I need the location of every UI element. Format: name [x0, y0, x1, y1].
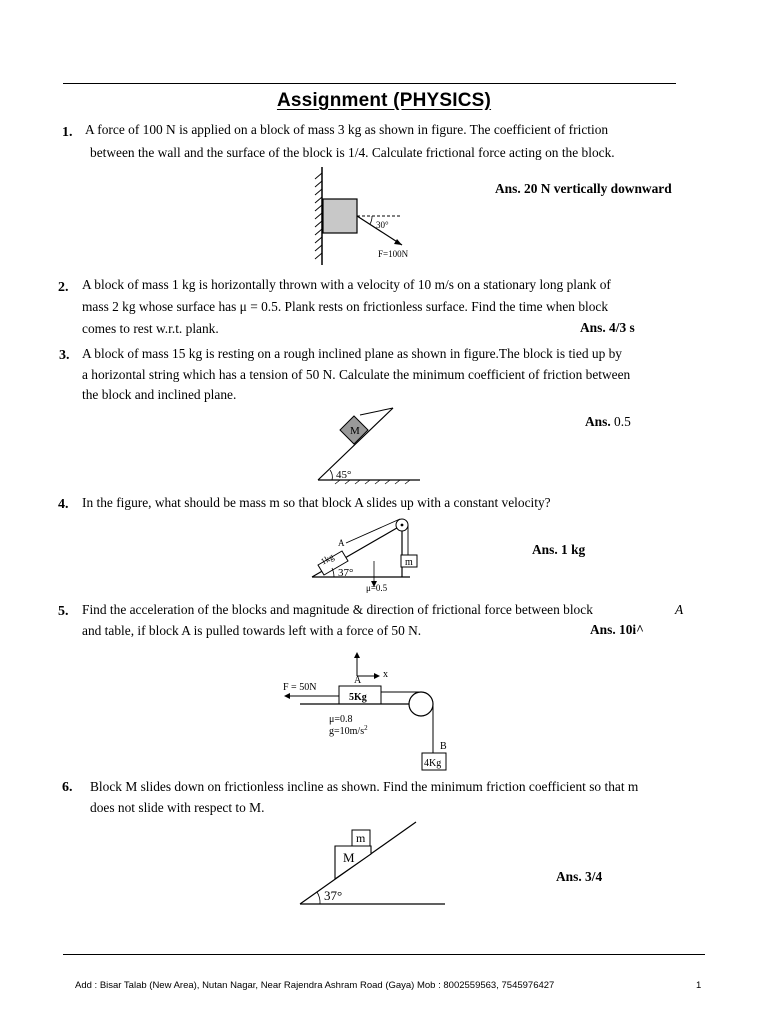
question-3-number: 3. — [59, 348, 70, 363]
q5-block-b-mass: 4Kg — [424, 758, 442, 769]
question-3-figure — [310, 400, 430, 485]
q5-force-label: F = 50N — [283, 682, 317, 693]
q5-mu-label: μ=0.8 — [329, 714, 353, 725]
answer-value: 0.5 — [614, 414, 631, 429]
q1-force-label: F=100N — [378, 249, 409, 259]
q5-g-label: $g=10m/s^2$ — [329, 724, 368, 737]
question-3-line-3: the block and inclined plane. — [82, 387, 237, 402]
question-1-answer: Ans. 20 N vertically downward — [495, 181, 672, 196]
q3-block-label: M — [350, 425, 360, 437]
question-3-line-1: A block of mass 15 kg is resting on a rough inclined plane as shown in figure.The block is tied up by — [82, 346, 622, 361]
question-6-number: 6. — [62, 780, 73, 795]
question-3-answer — [585, 414, 631, 430]
question-5-line-1-tail: A — [675, 602, 684, 617]
q5-block-a-label: A — [354, 675, 362, 686]
footer-address: Add : Bisar Talab (New Area), Nutan Nagar, Near Rajendra Ashram Road (Gaya) Mob : 8002559563, 7545976427 — [75, 980, 555, 991]
question-6-figure — [298, 820, 448, 910]
q1-angle-label: 30° — [376, 220, 389, 230]
question-6-line-2: does not slide with respect to M. — [90, 800, 265, 815]
question-2-number: 2. — [58, 280, 69, 295]
question-5-answer: Ans. 10i^ — [590, 622, 644, 637]
q4-angle-label: 37° — [338, 567, 354, 579]
bottom-rule — [63, 954, 705, 955]
question-1-number: 1. — [62, 125, 73, 140]
q5-axis-x: x — [383, 669, 388, 680]
q5-block-b-label: B — [440, 741, 447, 752]
question-5-line-2: and table, if block A is pulled towards left with a force of 50 N. — [82, 623, 422, 638]
question-1-line-2: between the wall and the surface of the block is 1/4. Calculate frictional force acting on the block. — [90, 145, 615, 160]
question-1-line-1: A force of 100 N is applied on a block of mass 3 kg as shown in figure. The coefficient of friction — [85, 122, 609, 137]
top-rule — [63, 83, 676, 84]
q3-angle-label: 45° — [336, 469, 352, 481]
question-4-number: 4. — [58, 497, 69, 512]
q4-block-label: A — [338, 538, 345, 548]
q6-small-label: m — [356, 831, 366, 845]
page-title: Assignment (PHYSICS) — [276, 90, 492, 111]
question-6-answer: Ans. 3/4 — [556, 869, 603, 884]
q6-angle-label: 37° — [324, 888, 343, 903]
q5-block-a-mass: 5Kg — [349, 692, 367, 703]
question-2-line-1: A block of mass 1 kg is horizontally thrown with a velocity of 10 m/s on a stationary long plank of — [82, 277, 611, 292]
q4-block-mass: 1kg — [318, 551, 336, 567]
page-number: 1 — [696, 980, 702, 991]
question-5-figure — [280, 650, 460, 775]
question-6-line-1: Block M slides down on frictionless incline as shown. Find the minimum friction coefficient so that m — [90, 779, 639, 794]
q6-big-label: M — [343, 850, 355, 865]
answer-label: Ans. — [585, 414, 611, 429]
question-2-line-2: mass 2 kg whose surface has μ = 0.5. Plank rests on frictionless surface. Find the time when block — [82, 299, 609, 314]
question-4-answer: Ans. 1 kg — [532, 542, 586, 557]
question-4-line-1: In the figure, what should be mass m so that block A slides up with a constant velocity? — [82, 495, 551, 510]
q4-hanging-label: m — [405, 557, 413, 568]
q4-mu-label: μ=0.5 — [366, 583, 388, 593]
question-2-line-3: comes to rest w.r.t. plank. — [82, 321, 219, 336]
question-3-line-2: a horizontal string which has a tension of 50 N. Calculate the minimum coefficient of friction between — [82, 367, 631, 382]
question-2-answer: Ans. 4/3 s — [580, 320, 635, 335]
question-4-figure — [310, 515, 420, 595]
question-5-line-1: Find the acceleration of the blocks and magnitude & direction of frictional force between block — [82, 602, 593, 617]
question-1-figure — [310, 165, 430, 265]
block-on-wall — [323, 199, 357, 233]
question-5-number: 5. — [58, 604, 69, 619]
